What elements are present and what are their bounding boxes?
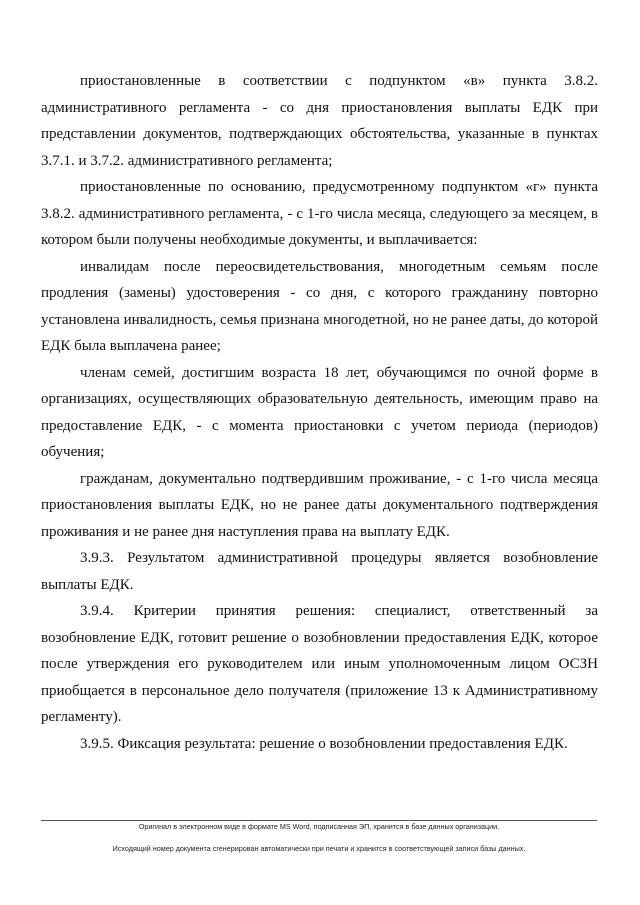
footer-original-note: Оригинал в электронном виде в формате MS Word, подписанная ЭП, хранится в базе данных организации. bbox=[138, 822, 500, 831]
footer-divider bbox=[41, 820, 597, 821]
paragraph-disabled-large-families: инвалидам после переосвидетельствования, многодетным семьям после продления (замены) удостоверения - со дня, с которого гражданину повторно установлена инвалидность, семья признана многодетной, но не ранее даты, до которой ЕДК была выплачена ранее; bbox=[41, 258, 598, 354]
paragraph-3-9-4-criteria: 3.9.4. Критерии принятия решения: специалист, ответственный за возобновление ЕДК, готовит решение о возобновлении предоставления ЕДК, которое после утверждения его руководителем или иным уполномоченным лицом ОСЗН приобщается в персональное дело получателя (приложение 13 к Административному регламенту). bbox=[41, 603, 598, 725]
paragraph-residence-confirmed: гражданам, документально подтвердившим проживание, - с 1-го числа месяца приостановления выплаты ЕДК, но не ранее даты документального подтверждения проживания и не ранее дня наступления права на выплату ЕДК. bbox=[41, 470, 598, 540]
paragraph-3-9-5-fixation: 3.9.5. Фиксация результата: решение о возобновлении предоставления ЕДК. bbox=[80, 735, 568, 752]
footer-outgoing-number-note: Исходящий номер документа сгенерирован автоматически при печати и хранится в соответствующей записи базы данных. bbox=[112, 844, 526, 853]
paragraph-suspended-subpoint-g: приостановленные по основанию, предусмотренному подпунктом «г» пункта 3.8.2. административного регламента, - с 1-го числа месяца, следующего за месяцем, в котором были получены необходимые документы, и выплачивается: bbox=[41, 179, 598, 248]
paragraph-3-9-3-result: 3.9.3. Результатом административной процедуры является возобновление выплаты ЕДК. bbox=[41, 550, 598, 593]
document-body bbox=[41, 68, 598, 757]
paragraph-suspended-subpoint-v: приостановленные в соответствии с подпунктом «в» пункта 3.8.2. административного регламента - со дня приостановления выплаты ЕДК при представлении документов, подтверждающих обстоятельства, указанные в пунктах 3.7.1. и 3.7.2. административного регламента; bbox=[41, 73, 598, 169]
paragraph-family-members-students: членам семей, достигшим возраста 18 лет, обучающимся по очной форме в организациях, осуществляющих образовательную деятельность, имеющим право на предоставление ЕДК, - с момента приостановки с учетом периода (периодов) обучения; bbox=[41, 364, 598, 460]
